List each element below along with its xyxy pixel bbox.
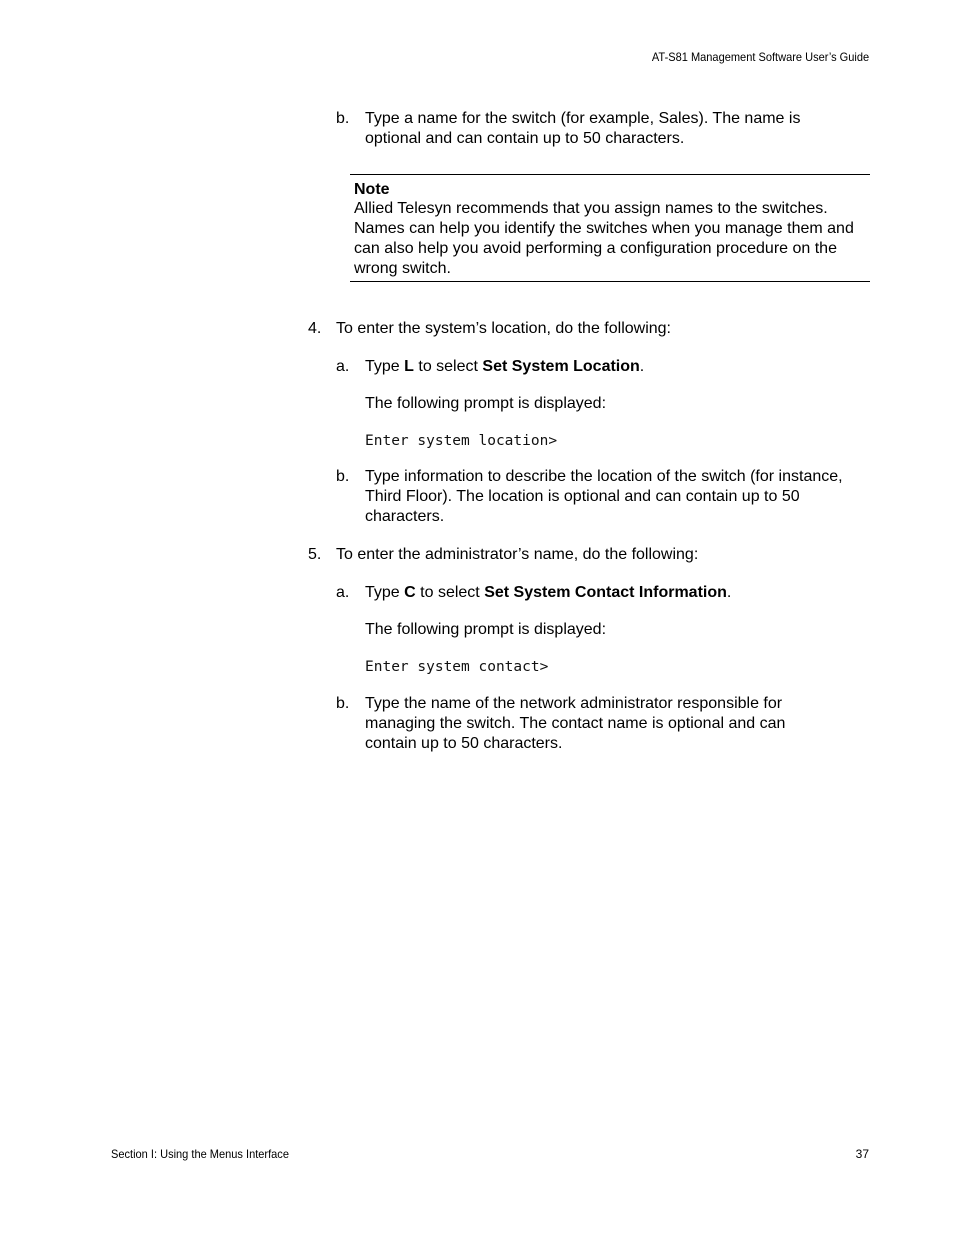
step-4a-option: Set System Location bbox=[482, 358, 640, 375]
step-5-prompt-intro: The following prompt is displayed: bbox=[365, 621, 607, 638]
step-5-marker: 5. bbox=[308, 546, 322, 563]
page-number: 37 bbox=[855, 1147, 869, 1161]
step-4-prompt: Enter system location> bbox=[365, 433, 558, 449]
step-5b-text: Type the name of the network administrator responsible for managing the switch. The contact name is optional and can contain up to 50 characters. bbox=[365, 695, 786, 752]
step-4a-key: L bbox=[404, 358, 414, 375]
note-box bbox=[350, 174, 870, 282]
step-5b-marker: b. bbox=[336, 695, 350, 712]
step-5-prompt: Enter system contact> bbox=[365, 659, 549, 675]
step-4-text: To enter the system’s location, do the following: bbox=[336, 320, 671, 337]
step-5a-option: Set System Contact Information bbox=[484, 584, 727, 601]
step-4-prompt-intro: The following prompt is displayed: bbox=[365, 395, 607, 412]
step-4-marker: 4. bbox=[308, 320, 322, 337]
running-header: AT-S81 Management Software User’s Guide bbox=[651, 50, 869, 64]
step-4b-marker: b. bbox=[336, 468, 350, 485]
note-title: Note bbox=[354, 181, 390, 198]
step-5a-text: Type C to select Set System Contact Information. bbox=[365, 584, 732, 601]
step-4a-marker: a. bbox=[336, 358, 350, 375]
step-4a-text: Type L to select Set System Location. bbox=[365, 358, 645, 375]
step-3b-marker: b. bbox=[336, 110, 350, 127]
step-3b-text: Type a name for the switch (for example, Sales). The name is optional and can contain up to 50 characters. bbox=[365, 110, 801, 147]
step-5a-key: C bbox=[404, 584, 416, 601]
footer-section: Section I: Using the Menus Interface bbox=[111, 1147, 289, 1161]
note-body: Allied Telesyn recommends that you assign names to the switches. Names can help you identify the switches when you manage them and can also help you avoid performing a configuration procedure on the wrong switch. bbox=[354, 200, 854, 277]
step-4b-text: Type information to describe the location of the switch (for instance, Third Floor). The location is optional and can contain up to 50 characters. bbox=[365, 468, 843, 525]
step-5-text: To enter the administrator’s name, do the following: bbox=[336, 546, 699, 563]
step-5a-marker: a. bbox=[336, 584, 350, 601]
